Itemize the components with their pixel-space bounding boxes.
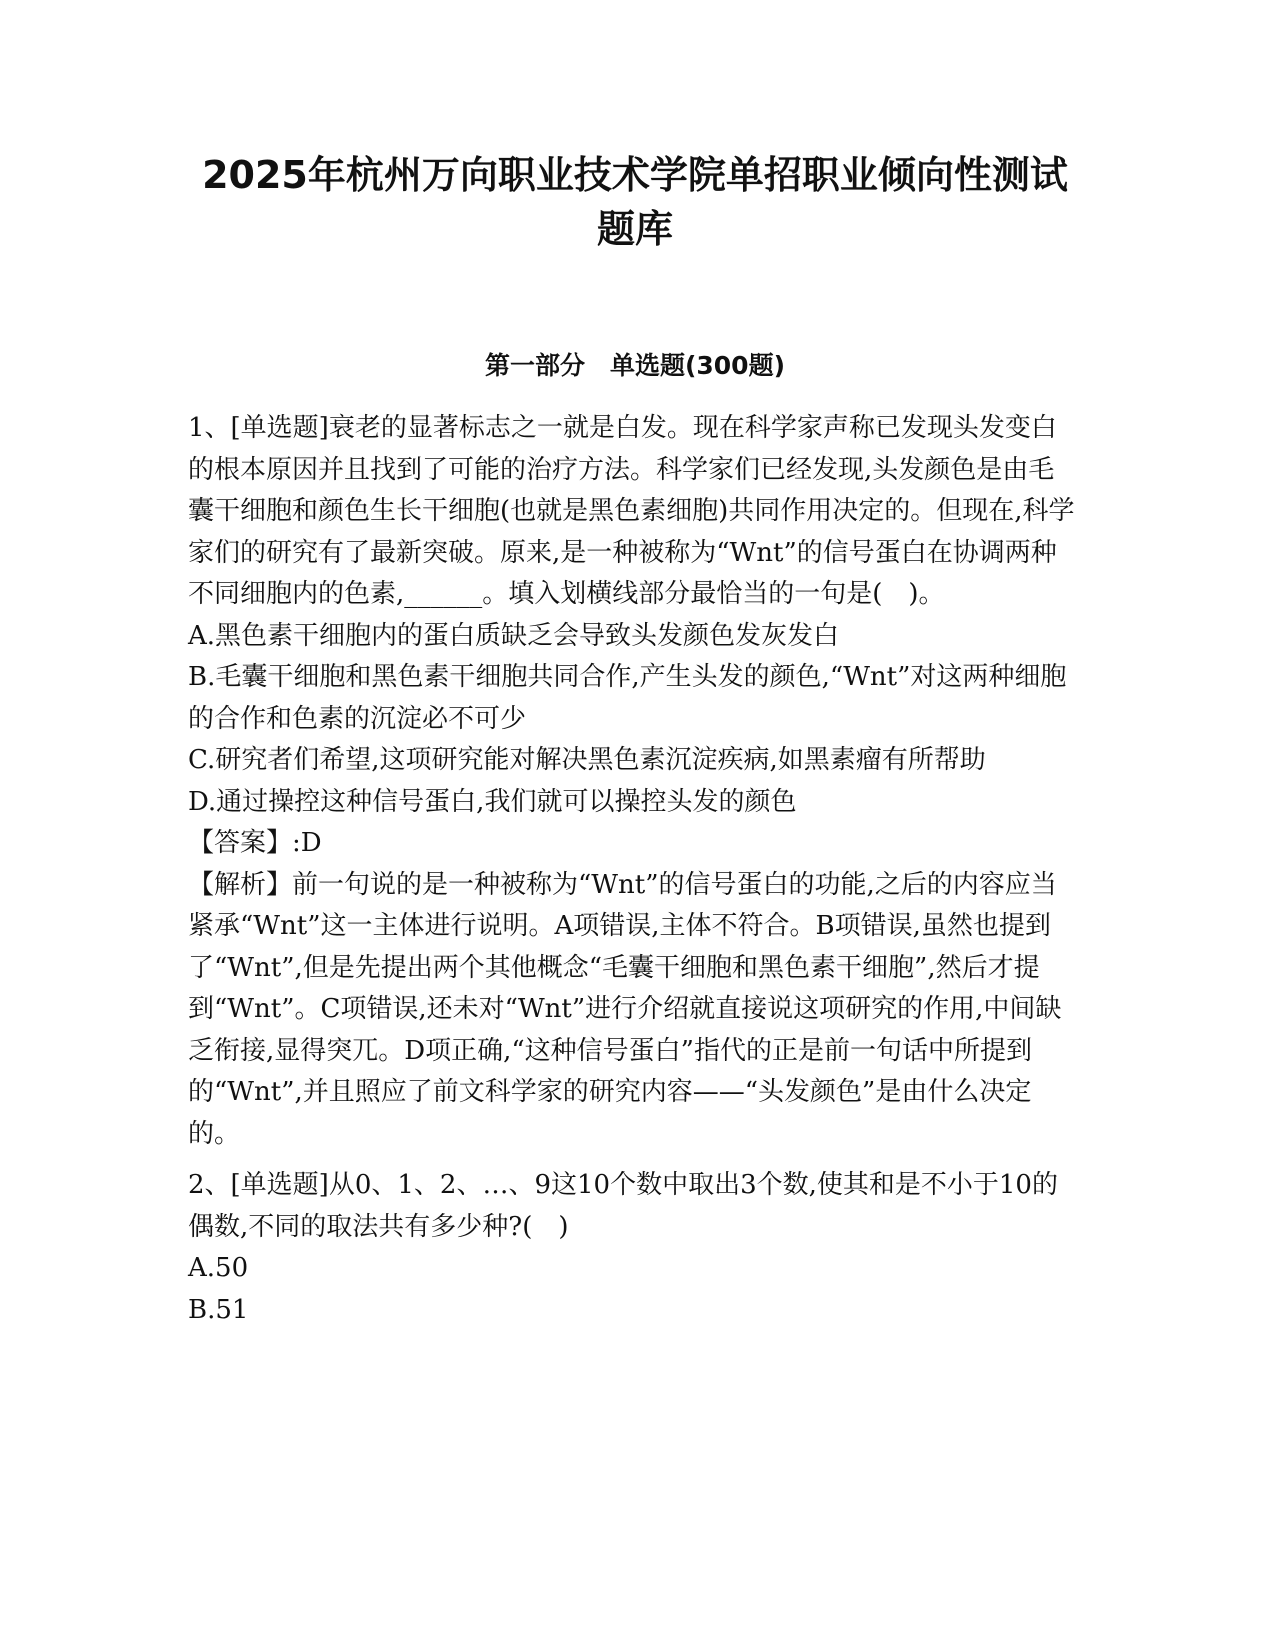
option-a: A.50 xyxy=(188,1253,249,1283)
section-heading: 第一部分 单选题(300题) xyxy=(484,351,786,380)
option-b: B.51 xyxy=(188,1294,249,1325)
question-list xyxy=(188,408,1078,1341)
option-a: A.黑色素干细胞内的蛋白质缺乏会导致头发颜色发灰发白 xyxy=(188,620,840,651)
answer-line: 【答案】:D xyxy=(188,828,322,858)
question-1 xyxy=(188,408,1078,1155)
question-2 xyxy=(188,1165,1078,1331)
analysis-paragraph: 【解析】前一句说的是一种被称为“Wnt”的信号蛋白的功能,之后的内容应当紧承“Wnt”这一主体进行说明。A项错误,主体不符合。B项错误,虽然也提到了“Wnt”,但是先提出两个其他概念“毛囊干细胞和黑色素干细胞”,然后才提到“Wnt”。C项错误,还未对“Wnt”进行介绍就直接说这项研究的作用,中间缺乏衔接,显得突兀。D项正确,“这种信号蛋白”指代的正是前一句话中所提到的“Wnt”,并且照应了前文科学家的研究内容——“头发颜色”是由什么决定的。 xyxy=(188,869,1062,1149)
document-title: 2025年杭州万向职业技术学院单招职业倾向性测试题库 xyxy=(202,153,1068,251)
question-stem: 1、[单选题]衰老的显著标志之一就是白发。现在科学家声称已发现头发变白的根本原因并且找到了可能的治疗方法。科学家们已经发现,头发颜色是由毛囊干细胞和颜色生长干细胞(也就是黑色素细胞)共同作用决定的。但现在,科学家们的研究有了最新突破。原来,是一种被称为“Wnt”的信号蛋白在协调两种不同细胞内的色素,______。填入划横线部分最恰当的一句是( )。 xyxy=(188,413,1075,609)
option-d: D.通过操控这种信号蛋白,我们就可以操控头发的颜色 xyxy=(188,786,797,817)
question-stem: 2、[单选题]从0、1、2、…、9这10个数中取出3个数,使其和是不小于10的偶数,不同的取法共有多少种?( ) xyxy=(188,1170,1058,1242)
option-c: C.研究者们希望,这项研究能对解决黑色素沉淀疾病,如黑素瘤有所帮助 xyxy=(188,745,986,775)
option-b: B.毛囊干细胞和黑色素干细胞共同合作,产生头发的颜色,“Wnt”对这两种细胞的合作和色素的沉淀必不可少 xyxy=(188,662,1067,734)
